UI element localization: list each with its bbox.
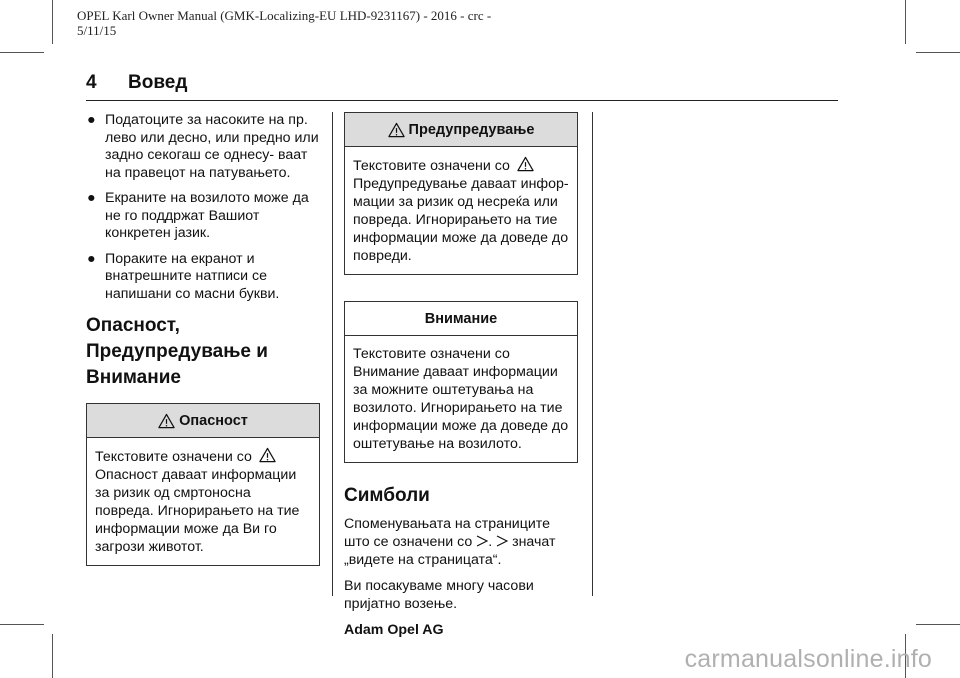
watermark: carmanualsonline.info: [684, 645, 932, 673]
caution-box-heading: [345, 302, 577, 336]
list-item: [86, 251, 320, 304]
caution-box-title: Внимание: [424, 310, 498, 327]
danger-box-title: Опасност: [179, 412, 248, 429]
document-header-line1: OPEL Karl Owner Manual (GMK-Localizing-EU LHD-9231167) - 2016 - crc -: [77, 8, 492, 23]
warning-triangle-icon: [158, 413, 175, 429]
bullet-marker: ●: [87, 250, 96, 267]
danger-box-body: [87, 438, 319, 565]
chapter-title: Вовед: [128, 72, 188, 93]
section-title: [86, 313, 320, 391]
page-reference-icon: [476, 534, 488, 548]
column-divider: [332, 112, 333, 596]
bullet-marker: ●: [87, 112, 96, 128]
caution-box-text: Текстовите означени со Внимание даваат информации за можните оштетувања на возилото. Игнорирањето на тие информации може да доведе до оштетување на возилото.: [353, 346, 569, 452]
symbols-text: значат: [512, 534, 556, 550]
page-header: [86, 70, 838, 101]
danger-box: [86, 403, 320, 566]
crop-mark: [0, 624, 44, 625]
bullet-marker: ●: [87, 190, 96, 206]
crop-mark: [905, 0, 906, 44]
caution-box-body: [345, 336, 577, 462]
warning-box: [344, 112, 578, 275]
list-item: [86, 190, 320, 243]
crop-mark: [52, 0, 53, 44]
bullet-text: Екраните на возилото може да не го поддржат Вашиот конкретен јазик.: [105, 190, 309, 241]
danger-box-heading: [87, 404, 319, 438]
symbols-text: што се означени со: [344, 534, 473, 550]
symbols-title: Симболи: [344, 485, 430, 506]
list-item: [86, 112, 320, 182]
warning-box-heading: [345, 113, 577, 147]
crop-mark: [916, 52, 960, 53]
signature: Adam Opel AG: [344, 622, 444, 638]
section-title-line: Предупредување и: [86, 341, 268, 362]
warning-triangle-icon: [259, 447, 276, 463]
bullet-text: Пораките на екранот и внатрешните натписи се напишани со масни букви.: [105, 250, 280, 302]
left-column: [86, 112, 320, 592]
crop-mark: [52, 634, 53, 678]
page-reference-icon: [496, 534, 508, 548]
bullet-list: [86, 112, 320, 303]
warning-box-title: Предупредување: [408, 121, 535, 138]
crop-mark: [916, 624, 960, 625]
warning-box-body: [345, 147, 577, 274]
column-divider: [592, 112, 593, 596]
page-number: 4: [86, 72, 97, 93]
symbols-text: .: [488, 534, 493, 550]
section-title-line: Опасност,: [86, 315, 180, 336]
symbols-paragraph: [344, 515, 578, 569]
document-header: [77, 8, 557, 38]
document-header-line2: 5/11/15: [77, 23, 117, 38]
warning-box-text: Предупредување даваат инфор- мации за ризик од несреќа или повреда. Игнорирањето на тие информации може да доведе до повреди.: [353, 176, 569, 264]
caution-box: [344, 301, 578, 463]
closing-paragraph: Ви посакуваме многу часови пријатно возење.: [344, 578, 534, 612]
middle-column: [344, 112, 578, 647]
warning-box-text: Текстовите означени со: [353, 158, 510, 174]
warning-triangle-icon: [517, 156, 534, 172]
bullet-text: Податоците за насоките на пр. лево или десно, или предно или задно секогаш се однесу- ваат на правецот на патувањето.: [105, 112, 319, 181]
danger-box-text: Опасност даваат информации за ризик од смртоносна повреда. Игнорирањето на тие информации може да Ви го загрози животот.: [95, 467, 300, 555]
crop-mark: [0, 52, 44, 53]
symbols-text: Споменувањата на страниците: [344, 516, 551, 532]
section-title-line: Внимание: [86, 367, 181, 388]
symbols-text: „видете на страницата“.: [344, 552, 502, 568]
danger-box-text: Текстовите означени со: [95, 449, 252, 465]
warning-triangle-icon: [388, 122, 405, 138]
